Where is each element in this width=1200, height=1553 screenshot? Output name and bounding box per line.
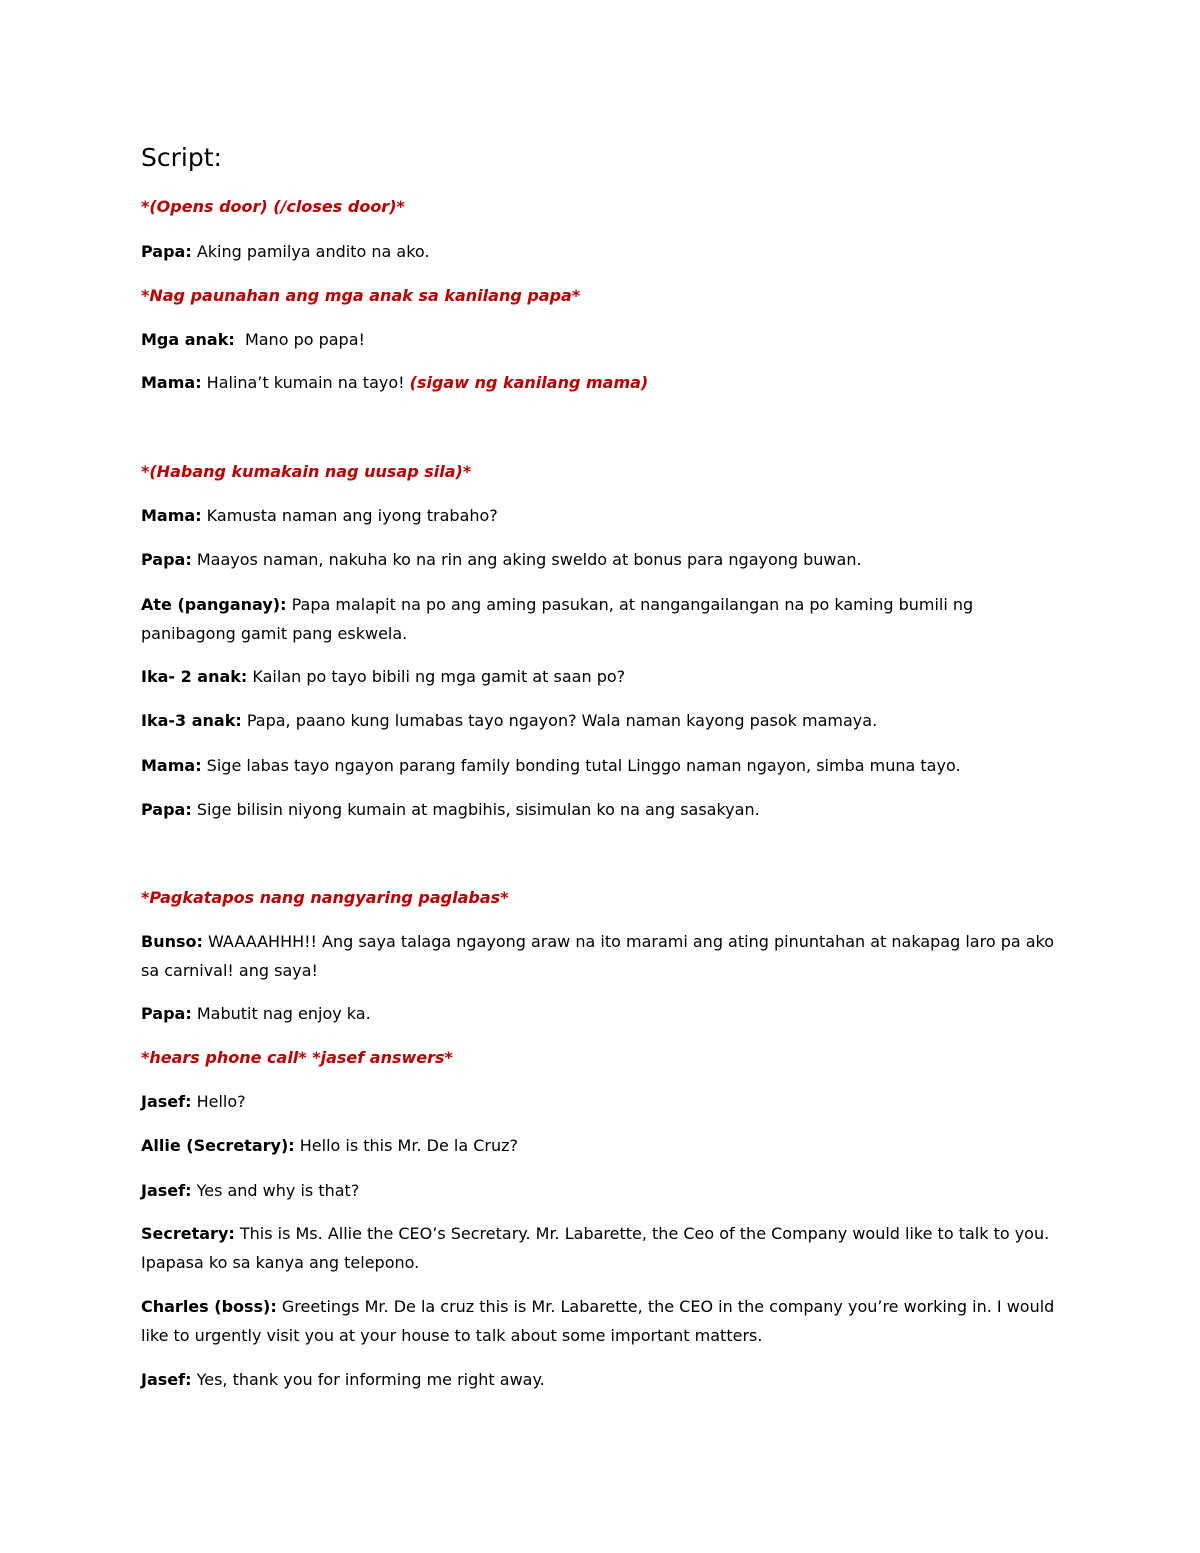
dialogue-text: WAAAAHHH!! Ang saya talaga ngayong araw na ito marami ang ating pinuntahan at nakapag laro pa ako sa carnival! ang saya! — [141, 932, 1055, 980]
dialogue-text: This is Ms. Allie the CEO’s Secretary. Mr. Labarette, the Ceo of the Company would like to talk to you. Ipapasa ko sa kanya ang telepono. — [141, 1224, 1050, 1272]
dialogue-text: Papa malapit na po ang aming pasukan, at nangangailangan na po kaming bumili ng panibagong gamit pang eskwela. — [141, 595, 974, 643]
dialogue-line — [141, 501, 1066, 530]
speaker-name: Papa: — [141, 800, 192, 819]
speaker-name: Allie (Secretary): — [141, 1136, 295, 1155]
dialogue-text: Papa, paano kung lumabas tayo ngayon? Wala naman kayong pasok mamaya. — [241, 711, 878, 730]
speaker-name: Bunso: — [141, 932, 203, 951]
dialogue-line — [141, 751, 1066, 780]
speaker-name: Papa: — [141, 242, 192, 261]
dialogue-line — [141, 795, 1066, 824]
speaker-name: Mama: — [141, 506, 202, 525]
dialogue-line — [141, 1131, 1066, 1160]
dialogue-text: Yes and why is that? — [191, 1181, 360, 1200]
speaker-name: Ika-3 anak: — [141, 711, 242, 730]
speaker-name: Secretary: — [141, 1224, 235, 1243]
dialogue-line — [141, 662, 1066, 691]
stage-direction: *hears phone call* *jasef answers* — [141, 1048, 453, 1067]
dialogue-line — [141, 706, 1066, 735]
dialogue-text: Halina’t kumain na tayo! — [201, 373, 410, 392]
speaker-name: Mga anak: — [141, 330, 235, 349]
script-title: Script: — [141, 143, 222, 172]
dialogue-line — [141, 999, 1066, 1028]
dialogue-text: Sige bilisin niyong kumain at magbihis, sisimulan ko na ang sasakyan. — [191, 800, 760, 819]
stage-direction: *Nag paunahan ang mga anak sa kanilang papa* — [141, 286, 581, 305]
speaker-name: Ate (panganay): — [141, 595, 287, 614]
speaker-name: Ika- 2 anak: — [141, 667, 248, 686]
speaker-name: Charles (boss): — [141, 1297, 277, 1316]
dialogue-line — [141, 1087, 1066, 1116]
dialogue-line — [141, 545, 1066, 574]
dialogue-text: Mabutit nag enjoy ka. — [191, 1004, 371, 1023]
dialogue-text: Hello? — [191, 1092, 246, 1111]
dialogue-text: Aking pamilya andito na ako. — [191, 242, 430, 261]
dialogue-text: Kamusta naman ang iyong trabaho? — [201, 506, 498, 525]
speaker-name: Mama: — [141, 373, 202, 392]
speaker-name: Jasef: — [141, 1092, 192, 1111]
dialogue-line — [141, 1292, 1066, 1350]
dialogue-text: Maayos naman, nakuha ko na rin ang aking sweldo at bonus para ngayong buwan. — [191, 550, 862, 569]
dialogue-text: Yes, thank you for informing me right away. — [191, 1370, 545, 1389]
speaker-name: Papa: — [141, 550, 192, 569]
speaker-name: Jasef: — [141, 1370, 192, 1389]
dialogue-line — [141, 1365, 1066, 1394]
dialogue-text: Kailan po tayo bibili ng mga gamit at saan po? — [247, 667, 626, 686]
speaker-name: Mama: — [141, 756, 202, 775]
stage-direction: *(Opens door) (/closes door)* — [141, 197, 405, 216]
dialogue-line — [141, 325, 1066, 354]
speaker-name: Jasef: — [141, 1181, 192, 1200]
stage-direction: *Pagkatapos nang nangyaring paglabas* — [141, 888, 509, 907]
speaker-name: Papa: — [141, 1004, 192, 1023]
stage-direction: *(Habang kumakain nag uusap sila)* — [141, 462, 472, 481]
dialogue-line — [141, 368, 1066, 397]
stage-aside: (sigaw ng kanilang mama) — [409, 373, 649, 392]
dialogue-text: Greetings Mr. De la cruz this is Mr. Labarette, the CEO in the company you’re working in. I would like to urgently visit you at your house to talk about some important matters. — [141, 1297, 1055, 1345]
dialogue-line — [141, 1219, 1066, 1277]
dialogue-line — [141, 237, 1066, 266]
dialogue-text: Hello is this Mr. De la Cruz? — [294, 1136, 518, 1155]
dialogue-text: Mano po papa! — [234, 330, 365, 349]
dialogue-line — [141, 590, 1066, 648]
dialogue-text: Sige labas tayo ngayon parang family bonding tutal Linggo naman ngayon, simba muna tayo. — [201, 756, 961, 775]
dialogue-line — [141, 1176, 1066, 1205]
dialogue-line — [141, 927, 1066, 985]
